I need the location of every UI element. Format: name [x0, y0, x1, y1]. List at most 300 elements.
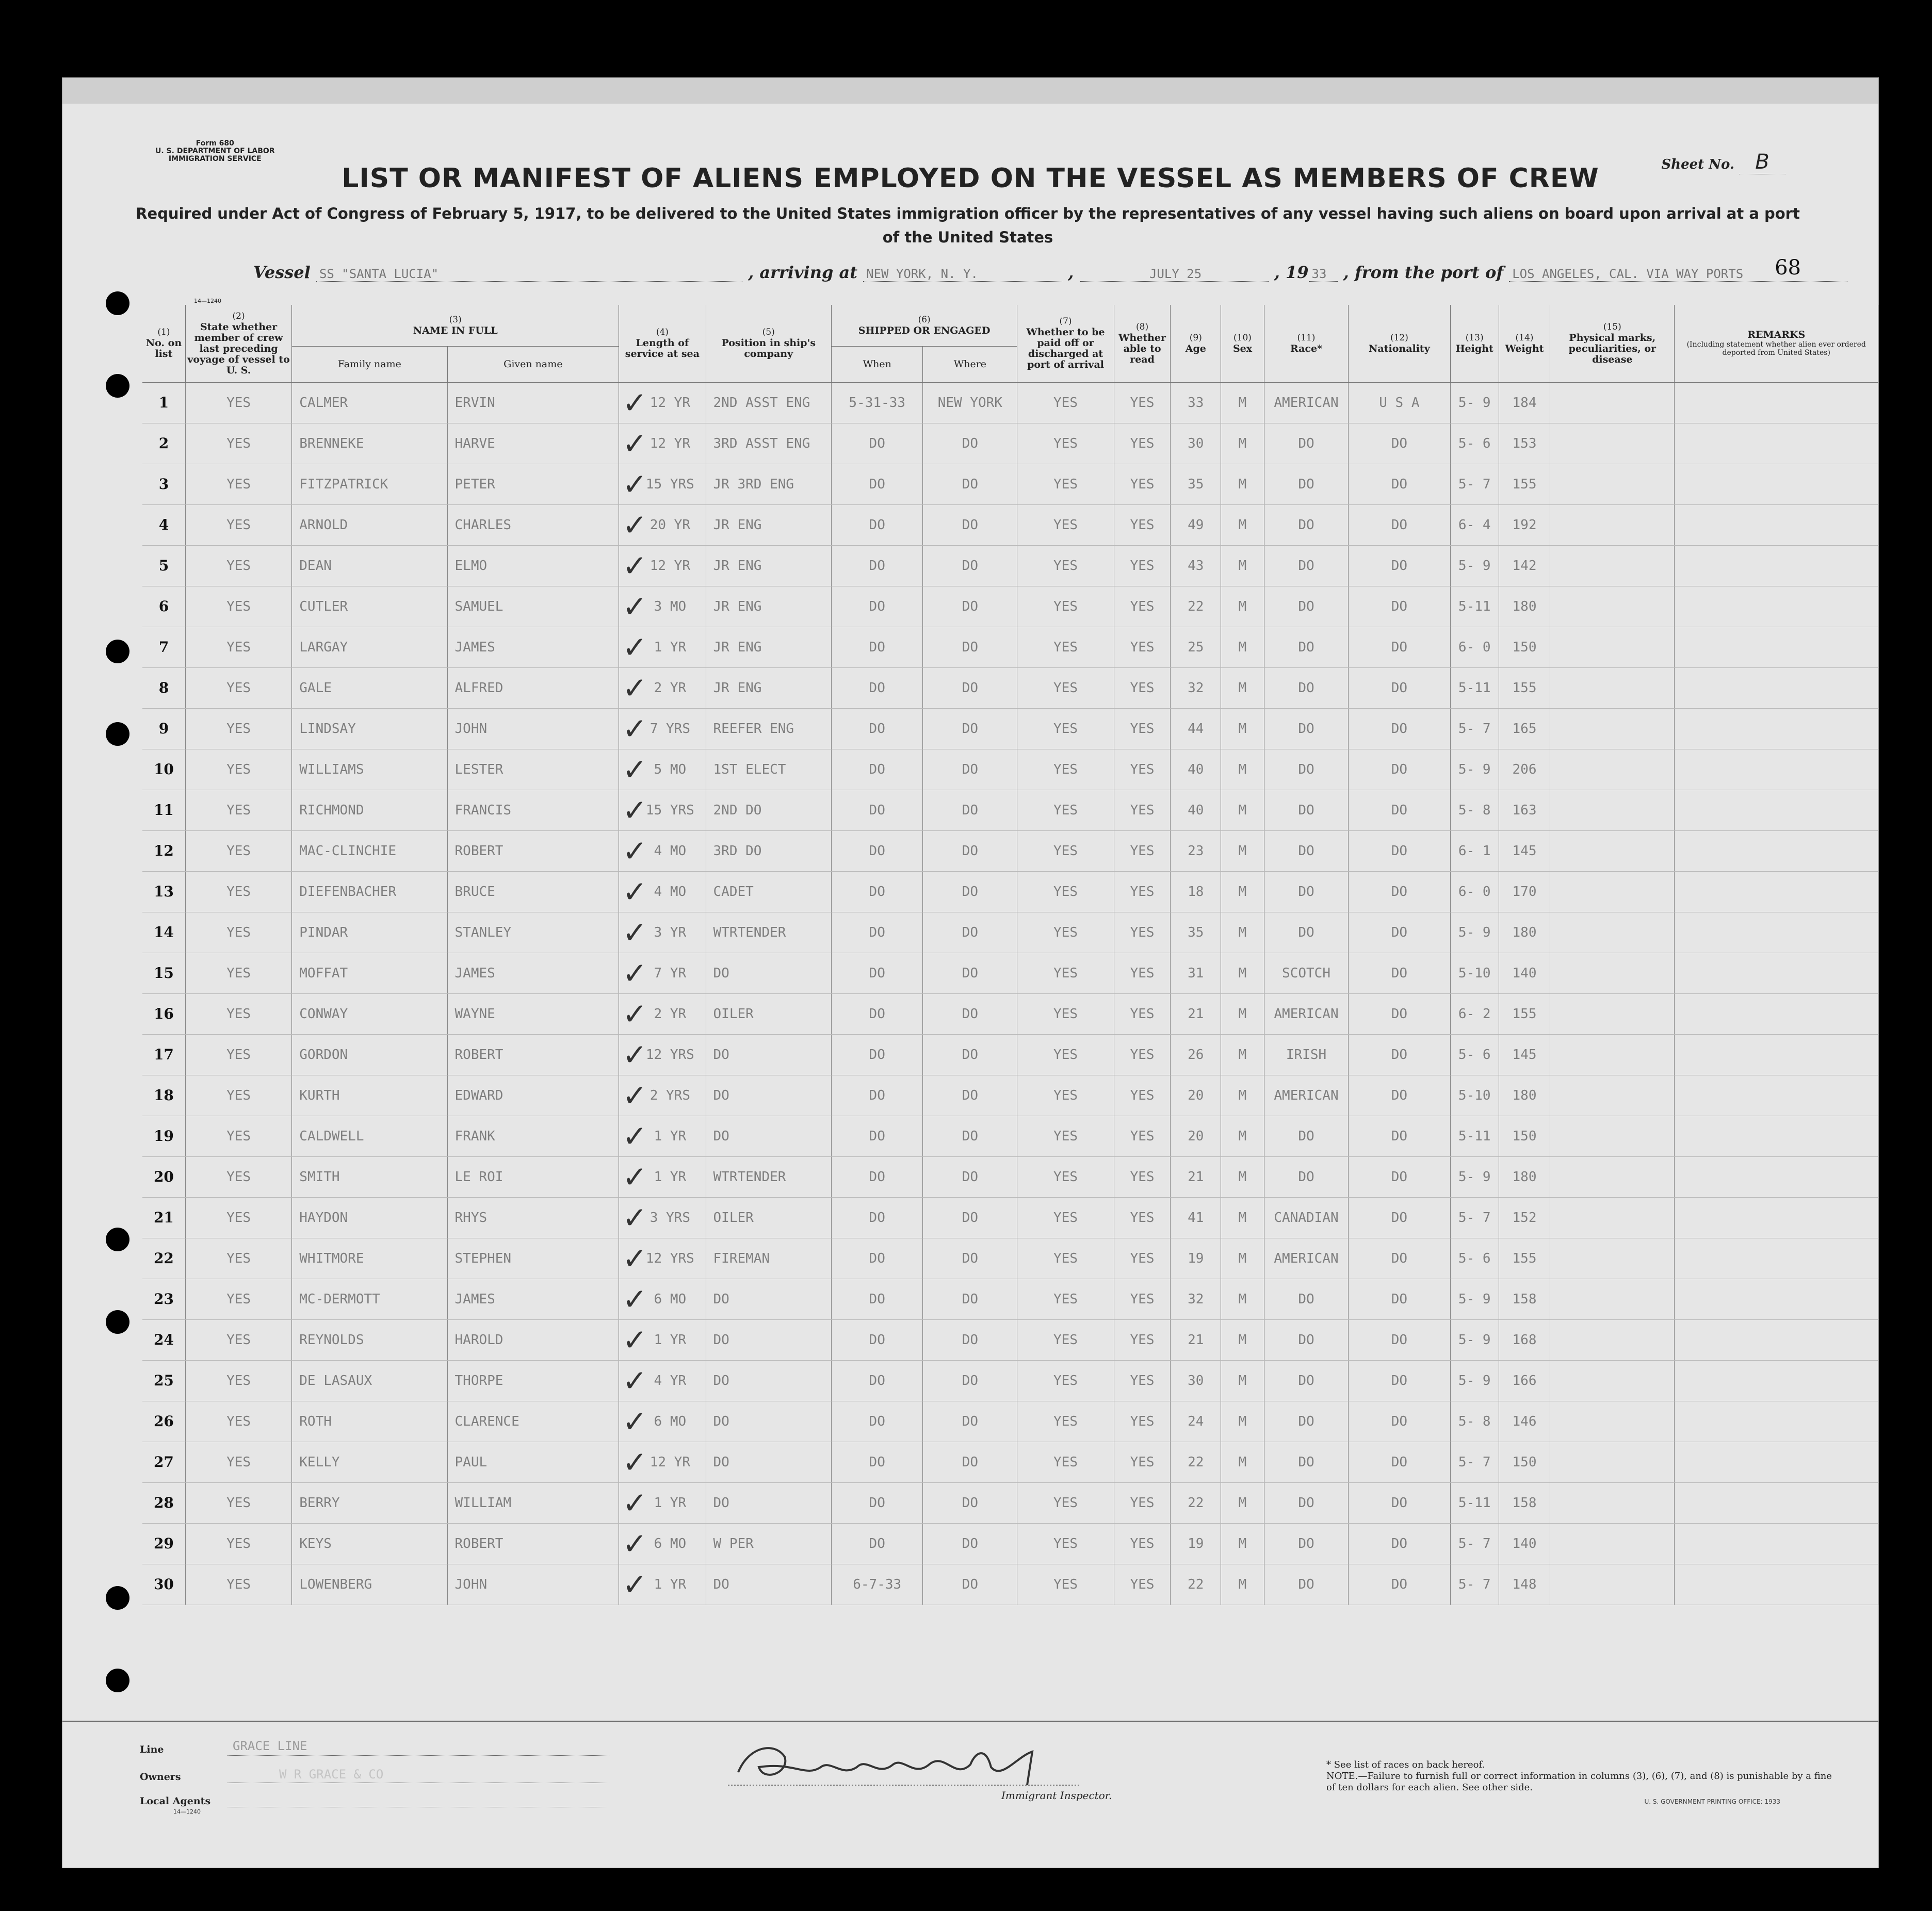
shipped-when-cell: DO — [831, 1442, 922, 1482]
given-name-cell: ROBERT — [447, 830, 619, 871]
can-read-cell: YES — [1114, 708, 1171, 749]
col-header-position: (5) Position in ship's company — [706, 305, 831, 382]
given-name-cell: CLARENCE — [447, 1401, 619, 1442]
height-cell: 5- 9 — [1450, 1156, 1499, 1197]
col-header-name: (3) NAME IN FULL — [292, 305, 619, 346]
paid-off-cell: YES — [1017, 953, 1114, 993]
can-read-cell: YES — [1114, 1034, 1171, 1075]
manifest-sheet — [62, 77, 1879, 1868]
service-length-cell — [619, 1401, 706, 1442]
weight-cell: 158 — [1499, 1482, 1550, 1523]
height-cell: 5- 7 — [1450, 1442, 1499, 1482]
given-name-cell: RHYS — [447, 1197, 619, 1238]
can-read-cell: YES — [1114, 464, 1171, 504]
position-cell: JR ENG — [706, 545, 831, 586]
row-number-cell: 6 — [142, 586, 185, 627]
check-mark-icon: ✓ — [622, 1200, 647, 1235]
page-subtitle: Required under Act of Congress of February 5, 1917, to be delivered to the United States immigration officer by the representatives of any vessel having such aliens on board upon arrival at a port of the United States — [136, 205, 1800, 246]
position-cell: JR ENG — [706, 504, 831, 545]
physical-marks-cell — [1550, 871, 1675, 912]
position-cell: DO — [706, 1482, 831, 1523]
age-cell: 20 — [1171, 1116, 1221, 1156]
service-length-cell — [619, 1523, 706, 1564]
service-length-cell — [619, 912, 706, 953]
height-cell: 5-10 — [1450, 953, 1499, 993]
physical-marks-cell — [1550, 545, 1675, 586]
sex-cell: M — [1221, 1197, 1264, 1238]
binder-hole — [106, 1586, 129, 1610]
service-length-value: 15 YRS — [645, 476, 694, 492]
shipped-where-cell: DO — [923, 790, 1017, 830]
position-cell: DO — [706, 1034, 831, 1075]
can-read-cell: YES — [1114, 586, 1171, 627]
sheet-label: Sheet No. — [1661, 157, 1734, 172]
position-cell: WTRTENDER — [706, 912, 831, 953]
physical-marks-cell — [1550, 1360, 1675, 1401]
age-cell: 32 — [1171, 1279, 1221, 1319]
paid-off-cell: YES — [1017, 871, 1114, 912]
physical-marks-cell — [1550, 1482, 1675, 1523]
prior-voyage-cell: YES — [185, 830, 291, 871]
remarks-cell — [1675, 1523, 1878, 1564]
check-mark-icon: ✓ — [622, 752, 647, 787]
remarks-cell — [1675, 790, 1878, 830]
prior-voyage-cell: YES — [185, 464, 291, 504]
shipped-when-cell: DO — [831, 790, 922, 830]
row-number-cell: 29 — [142, 1523, 185, 1564]
service-length-cell — [619, 423, 706, 464]
table-row — [142, 1360, 1878, 1401]
paid-off-cell: YES — [1017, 1197, 1114, 1238]
sex-cell: M — [1221, 1279, 1264, 1319]
given-name-cell: EDWARD — [447, 1075, 619, 1116]
remarks-cell — [1675, 382, 1878, 423]
height-cell: 5- 9 — [1450, 912, 1499, 953]
shipped-where-cell: DO — [923, 912, 1017, 953]
race-cell: DO — [1264, 1442, 1349, 1482]
race-cell: DO — [1264, 1401, 1349, 1442]
service-length-value: 6 MO — [654, 1536, 687, 1551]
row-number-cell: 14 — [142, 912, 185, 953]
check-mark-icon: ✓ — [622, 589, 647, 624]
nationality-cell: DO — [1349, 790, 1450, 830]
physical-marks-cell — [1550, 1238, 1675, 1279]
weight-cell: 192 — [1499, 504, 1550, 545]
age-cell: 35 — [1171, 912, 1221, 953]
age-cell: 32 — [1171, 667, 1221, 708]
fine-note: NOTE.—Failure to furnish full or correct information in columns (3), (6), (7), and (8) is punishable by a fine of ten dollars for each alien. See other side. — [1326, 1771, 1832, 1793]
can-read-cell: YES — [1114, 993, 1171, 1034]
shipped-where-cell: DO — [923, 993, 1017, 1034]
check-mark-icon: ✓ — [622, 1077, 647, 1113]
age-cell: 24 — [1171, 1401, 1221, 1442]
service-length-cell — [619, 1360, 706, 1401]
physical-marks-cell — [1550, 1564, 1675, 1605]
height-cell: 5- 7 — [1450, 464, 1499, 504]
shipped-when-cell: DO — [831, 1482, 922, 1523]
prior-voyage-cell: YES — [185, 708, 291, 749]
col-header-sex: (10) Sex — [1221, 305, 1264, 382]
paid-off-cell: YES — [1017, 1442, 1114, 1482]
race-cell: AMERICAN — [1264, 993, 1349, 1034]
nationality-cell: DO — [1349, 1034, 1450, 1075]
service-length-value: 12 YR — [650, 1454, 690, 1470]
paid-off-cell: YES — [1017, 1238, 1114, 1279]
col-header-race: (11) Race* — [1264, 305, 1349, 382]
shipped-where-cell: DO — [923, 1197, 1017, 1238]
weight-cell: 180 — [1499, 1156, 1550, 1197]
shipped-where-cell: DO — [923, 504, 1017, 545]
shipped-where-cell: DO — [923, 1319, 1017, 1360]
service-length-value: 1 YR — [654, 1169, 687, 1185]
vessel-name: SS "SANTA LUCIA" — [316, 267, 742, 282]
prior-voyage-cell: YES — [185, 1116, 291, 1156]
race-cell: AMERICAN — [1264, 382, 1349, 423]
shipped-when-cell: DO — [831, 830, 922, 871]
race-cell: DO — [1264, 586, 1349, 627]
position-cell: DO — [706, 1442, 831, 1482]
race-cell: SCOTCH — [1264, 953, 1349, 993]
shipped-where-cell: DO — [923, 1482, 1017, 1523]
age-cell: 18 — [1171, 871, 1221, 912]
sex-cell: M — [1221, 993, 1264, 1034]
inspector-label: Immigrant Inspector. — [1001, 1789, 1112, 1802]
col-header-prior-voyage: (2) State whether member of crew last preceding voyage of vessel to U. S. — [185, 305, 291, 382]
nationality-cell: DO — [1349, 504, 1450, 545]
race-cell: AMERICAN — [1264, 1238, 1349, 1279]
check-mark-icon: ✓ — [622, 1566, 647, 1602]
sex-cell: M — [1221, 1238, 1264, 1279]
shipped-when-cell: DO — [831, 1156, 922, 1197]
shipped-when-cell: DO — [831, 545, 922, 586]
sex-cell: M — [1221, 871, 1264, 912]
position-cell: 3RD ASST ENG — [706, 423, 831, 464]
can-read-cell: YES — [1114, 1442, 1171, 1482]
sex-cell: M — [1221, 790, 1264, 830]
binder-hole — [106, 722, 129, 746]
service-length-value: 2 YR — [654, 680, 687, 696]
can-read-cell: YES — [1114, 627, 1171, 667]
col-header-paid-off: (7) Whether to be paid off or discharged at port of arrival — [1017, 305, 1114, 382]
physical-marks-cell — [1550, 830, 1675, 871]
shipped-when-cell: DO — [831, 1238, 922, 1279]
race-cell: AMERICAN — [1264, 1075, 1349, 1116]
remarks-cell — [1675, 627, 1878, 667]
height-cell: 5-11 — [1450, 1116, 1499, 1156]
physical-marks-cell — [1550, 382, 1675, 423]
remarks-cell — [1675, 1319, 1878, 1360]
given-name-cell: PETER — [447, 464, 619, 504]
can-read-cell: YES — [1114, 667, 1171, 708]
service-length-cell — [619, 504, 706, 545]
line-value: GRACE LINE — [233, 1739, 307, 1753]
race-cell: DO — [1264, 790, 1349, 830]
family-name-cell: BRENNEKE — [292, 423, 447, 464]
check-mark-icon: ✓ — [622, 1159, 647, 1195]
family-name-cell: GALE — [292, 667, 447, 708]
race-cell: DO — [1264, 504, 1349, 545]
family-name-cell: DE LASAUX — [292, 1360, 447, 1401]
paid-off-cell: YES — [1017, 586, 1114, 627]
can-read-cell: YES — [1114, 423, 1171, 464]
shipped-when-cell: DO — [831, 1401, 922, 1442]
physical-marks-cell — [1550, 1116, 1675, 1156]
col-header-family-name: Family name — [292, 346, 447, 382]
service-length-cell — [619, 667, 706, 708]
col-header-service-length: (4) Length of service at sea — [619, 305, 706, 382]
service-length-cell — [619, 1238, 706, 1279]
nationality-cell: DO — [1349, 667, 1450, 708]
prior-voyage-cell: YES — [185, 1401, 291, 1442]
can-read-cell: YES — [1114, 1279, 1171, 1319]
age-cell: 49 — [1171, 504, 1221, 545]
height-cell: 5- 8 — [1450, 1401, 1499, 1442]
given-name-cell: THORPE — [447, 1360, 619, 1401]
weight-cell: 155 — [1499, 1238, 1550, 1279]
age-cell: 35 — [1171, 464, 1221, 504]
paid-off-cell: YES — [1017, 1075, 1114, 1116]
page-title: LIST OR MANIFEST OF ALIENS EMPLOYED ON THE VESSEL AS MEMBERS OF CREW — [342, 163, 1599, 194]
row-number-cell: 21 — [142, 1197, 185, 1238]
position-cell: DO — [706, 1116, 831, 1156]
agents-code: 14—1240 — [173, 1808, 201, 1815]
height-cell: 6- 1 — [1450, 830, 1499, 871]
table-row — [142, 1279, 1878, 1319]
family-name-cell: ARNOLD — [292, 504, 447, 545]
row-number-cell: 17 — [142, 1034, 185, 1075]
race-cell: DO — [1264, 830, 1349, 871]
from-label: , from the port of — [1343, 263, 1504, 282]
race-cell: IRISH — [1264, 1034, 1349, 1075]
table-row — [142, 790, 1878, 830]
physical-marks-cell — [1550, 912, 1675, 953]
row-number-cell: 3 — [142, 464, 185, 504]
service-length-value: 4 MO — [654, 843, 687, 859]
family-name-cell: MAC-CLINCHIE — [292, 830, 447, 871]
row-number-cell: 2 — [142, 423, 185, 464]
check-mark-icon: ✓ — [622, 1281, 647, 1317]
nationality-cell: DO — [1349, 1156, 1450, 1197]
sex-cell: M — [1221, 749, 1264, 790]
row-number-cell: 27 — [142, 1442, 185, 1482]
remarks-cell — [1675, 1034, 1878, 1075]
family-name-cell: HAYDON — [292, 1197, 447, 1238]
sex-cell: M — [1221, 586, 1264, 627]
paid-off-cell: YES — [1017, 667, 1114, 708]
nationality-cell: DO — [1349, 1197, 1450, 1238]
table-row — [142, 1319, 1878, 1360]
prior-voyage-cell: YES — [185, 1442, 291, 1482]
prior-voyage-cell: YES — [185, 423, 291, 464]
given-name-cell: ROBERT — [447, 1034, 619, 1075]
height-cell: 6- 2 — [1450, 993, 1499, 1034]
given-name-cell: SAMUEL — [447, 586, 619, 627]
height-cell: 5- 9 — [1450, 1319, 1499, 1360]
height-cell: 5- 7 — [1450, 1197, 1499, 1238]
nationality-cell: DO — [1349, 1116, 1450, 1156]
paid-off-cell: YES — [1017, 382, 1114, 423]
sex-cell: M — [1221, 1482, 1264, 1523]
position-cell: 2ND DO — [706, 790, 831, 830]
prior-voyage-cell: YES — [185, 993, 291, 1034]
nationality-cell: DO — [1349, 1482, 1450, 1523]
weight-cell: 148 — [1499, 1564, 1550, 1605]
given-name-cell: JAMES — [447, 1279, 619, 1319]
prior-voyage-cell: YES — [185, 1075, 291, 1116]
shipped-where-cell: DO — [923, 1523, 1017, 1564]
prior-voyage-cell: YES — [185, 953, 291, 993]
given-name-cell: JAMES — [447, 953, 619, 993]
height-cell: 5- 9 — [1450, 749, 1499, 790]
family-name-cell: DIEFENBACHER — [292, 871, 447, 912]
service-length-value: 4 MO — [654, 884, 687, 900]
position-cell: DO — [706, 1360, 831, 1401]
table-row — [142, 1401, 1878, 1442]
table-row — [142, 953, 1878, 993]
col-header-height: (13) Height — [1450, 305, 1499, 382]
nationality-cell: DO — [1349, 708, 1450, 749]
form-identifier — [155, 140, 275, 163]
sex-cell: M — [1221, 423, 1264, 464]
printer-imprint: U. S. GOVERNMENT PRINTING OFFICE: 1933 — [1644, 1798, 1780, 1805]
weight-cell: 163 — [1499, 790, 1550, 830]
race-cell: DO — [1264, 667, 1349, 708]
can-read-cell: YES — [1114, 545, 1171, 586]
service-length-value: 5 MO — [654, 761, 687, 777]
race-cell: DO — [1264, 912, 1349, 953]
weight-cell: 146 — [1499, 1401, 1550, 1442]
service-length-cell — [619, 1075, 706, 1116]
paid-off-cell: YES — [1017, 504, 1114, 545]
age-cell: 30 — [1171, 1360, 1221, 1401]
age-cell: 22 — [1171, 1442, 1221, 1482]
paid-off-cell: YES — [1017, 708, 1114, 749]
service-length-value: 1 YR — [654, 1332, 687, 1348]
table-row — [142, 545, 1878, 586]
prior-voyage-cell: YES — [185, 382, 291, 423]
race-cell: DO — [1264, 1564, 1349, 1605]
row-number-cell: 13 — [142, 871, 185, 912]
physical-marks-cell — [1550, 749, 1675, 790]
check-mark-icon: ✓ — [622, 466, 647, 502]
scan-edge-strip — [62, 78, 1878, 104]
height-cell: 5- 6 — [1450, 1238, 1499, 1279]
prior-voyage-cell: YES — [185, 545, 291, 586]
sex-cell: M — [1221, 382, 1264, 423]
given-name-cell: ROBERT — [447, 1523, 619, 1564]
given-name-cell: HAROLD — [447, 1319, 619, 1360]
age-cell: 40 — [1171, 790, 1221, 830]
paid-off-cell: YES — [1017, 545, 1114, 586]
remarks-cell — [1675, 1197, 1878, 1238]
service-length-cell — [619, 586, 706, 627]
check-mark-icon: ✓ — [622, 955, 647, 991]
physical-marks-cell — [1550, 1401, 1675, 1442]
position-cell: JR 3RD ENG — [706, 464, 831, 504]
nationality-cell: DO — [1349, 912, 1450, 953]
can-read-cell: YES — [1114, 1482, 1171, 1523]
col-header-weight: (14) Weight — [1499, 305, 1550, 382]
nationality-cell: DO — [1349, 830, 1450, 871]
shipped-where-cell: DO — [923, 1442, 1017, 1482]
check-mark-icon: ✓ — [622, 1403, 647, 1439]
shipped-when-cell: DO — [831, 464, 922, 504]
table-row — [142, 1197, 1878, 1238]
table-row — [142, 1116, 1878, 1156]
table-row — [142, 464, 1878, 504]
position-cell: OILER — [706, 993, 831, 1034]
check-mark-icon: ✓ — [622, 548, 647, 583]
family-name-cell: KURTH — [292, 1075, 447, 1116]
given-name-cell: FRANCIS — [447, 790, 619, 830]
paid-off-cell: YES — [1017, 1564, 1114, 1605]
family-name-cell: CONWAY — [292, 993, 447, 1034]
line-underline — [228, 1755, 609, 1756]
service-length-cell — [619, 1197, 706, 1238]
race-cell: DO — [1264, 1360, 1349, 1401]
remarks-cell — [1675, 1482, 1878, 1523]
given-name-cell: LESTER — [447, 749, 619, 790]
prior-voyage-cell: YES — [185, 790, 291, 830]
sex-cell: M — [1221, 464, 1264, 504]
service-length-cell — [619, 830, 706, 871]
height-cell: 5- 7 — [1450, 1523, 1499, 1564]
race-cell: DO — [1264, 627, 1349, 667]
check-mark-icon: ✓ — [622, 711, 647, 746]
race-cell: DO — [1264, 1156, 1349, 1197]
physical-marks-cell — [1550, 993, 1675, 1034]
height-cell: 5- 6 — [1450, 423, 1499, 464]
position-cell: WTRTENDER — [706, 1156, 831, 1197]
sex-cell: M — [1221, 1116, 1264, 1156]
physical-marks-cell — [1550, 1523, 1675, 1564]
shipped-when-cell: DO — [831, 1197, 922, 1238]
can-read-cell: YES — [1114, 1156, 1171, 1197]
service-length-value: 12 YR — [650, 395, 690, 411]
height-cell: 6- 0 — [1450, 871, 1499, 912]
prior-voyage-cell: YES — [185, 1238, 291, 1279]
sex-cell: M — [1221, 1401, 1264, 1442]
service-length-value: 2 YR — [654, 1006, 687, 1022]
col-header-given-name: Given name — [447, 346, 619, 382]
height-cell: 5- 9 — [1450, 545, 1499, 586]
table-row — [142, 830, 1878, 871]
prior-voyage-cell: YES — [185, 1156, 291, 1197]
shipped-when-cell: DO — [831, 1319, 922, 1360]
line-label: Line — [140, 1744, 164, 1755]
table-row — [142, 423, 1878, 464]
nationality-cell: DO — [1349, 1279, 1450, 1319]
weight-cell: 155 — [1499, 993, 1550, 1034]
race-cell: CANADIAN — [1264, 1197, 1349, 1238]
prior-voyage-cell: YES — [185, 667, 291, 708]
race-cell: DO — [1264, 1319, 1349, 1360]
shipped-when-cell: DO — [831, 749, 922, 790]
shipped-when-cell: DO — [831, 993, 922, 1034]
age-cell: 22 — [1171, 586, 1221, 627]
family-name-cell: CUTLER — [292, 586, 447, 627]
weight-cell: 155 — [1499, 464, 1550, 504]
row-number-cell: 30 — [142, 1564, 185, 1605]
footnotes — [1326, 1759, 1842, 1793]
service-length-cell — [619, 545, 706, 586]
remarks-cell — [1675, 993, 1878, 1034]
paid-off-cell: YES — [1017, 1156, 1114, 1197]
col-header-nationality: (12) Nationality — [1349, 305, 1450, 382]
col-header-where: Where — [923, 346, 1017, 382]
position-cell: DO — [706, 1319, 831, 1360]
given-name-cell: BRUCE — [447, 871, 619, 912]
